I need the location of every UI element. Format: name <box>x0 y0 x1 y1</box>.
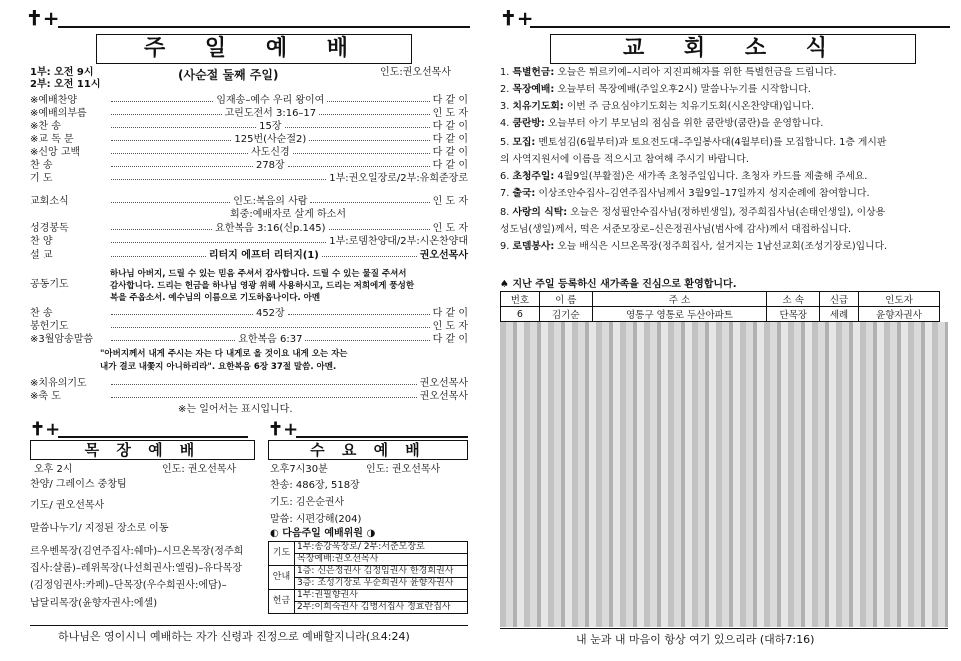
standing-note: ※는 일어서는 표시입니다. <box>178 404 293 415</box>
table-cell: 단목장 <box>767 307 820 322</box>
cross-icon: ✝+ <box>500 6 534 30</box>
order-label: ※3월암송말씀 <box>30 334 94 345</box>
order-row <box>30 388 468 401</box>
news-item <box>500 81 960 98</box>
order-label: 찬 송 <box>30 308 53 319</box>
news-text: 이번 주 금요심야기도회는 치유기도회(시온찬양대)입니다. <box>563 101 815 112</box>
order-person: 인 도 자 <box>432 321 468 332</box>
mokjang-title-box <box>30 440 255 460</box>
table-cell: 1부:권필향권사 <box>295 590 468 602</box>
order-item: 고린도전서 3:16–17 <box>224 108 317 119</box>
order-row <box>30 331 468 344</box>
mokjang-time: 오후 2시 <box>34 464 73 475</box>
order-item: 452장 <box>255 308 285 319</box>
order-person: 다 같 이 <box>432 308 468 319</box>
order-person: 다 같 이 <box>432 334 468 345</box>
prayer-line-1: 하나님 아버지, 드릴 수 있는 믿음 주셔서 감사합니다. 드릴 수 있는 물질 주셔서 <box>110 269 407 279</box>
order-item: 125번(사순절2) <box>234 134 307 145</box>
order-label: 성경봉독 <box>30 223 69 234</box>
news-text: 오늘은 정성필안수집사님(정하빈생일), 정주희집사님(손태인생일), 이상용 <box>567 207 886 218</box>
table-cell: 김기순 <box>539 307 592 322</box>
worship-leader: 인도:권오선목사 <box>380 67 451 78</box>
news-text: 성도님(생일)께서, 떡은 서준모장로–신은정권사님(범사에 감사)께서 대접하십니다. <box>500 224 852 235</box>
news-text: 오늘은 튀르키예–시리아 지진피해자를 위한 특별헌금을 드립니다. <box>554 67 837 78</box>
common-prayer-label: 공동기도 <box>30 279 69 290</box>
order-row <box>30 170 468 183</box>
order-label: 봉헌기도 <box>30 321 69 332</box>
order-item: 278장 <box>255 160 285 171</box>
col-header: 주 소 <box>592 292 767 307</box>
news-number: 4. <box>500 118 510 129</box>
table-cell: 세례 <box>820 307 859 322</box>
order-person: 다 같 이 <box>432 134 468 145</box>
table-cell: 목장예배:권오선목사 <box>295 554 468 566</box>
order-row <box>30 247 468 260</box>
order-label: ※예배찬양 <box>30 95 78 106</box>
order-label: ※신앙 고백 <box>30 147 81 158</box>
news-item <box>500 204 960 221</box>
news-item <box>500 185 960 202</box>
order-person: 다 같 이 <box>432 121 469 132</box>
news-number: 2. <box>500 84 510 95</box>
order-label: ※예배의부름 <box>30 108 87 119</box>
footer-verse: 내 눈과 내 마음이 항상 여기 있으리라 (대하7:16) <box>576 633 815 646</box>
table-head: 기도 <box>269 542 295 566</box>
table-cell: 6 <box>501 307 540 322</box>
mokjang-line: 찬양/ 그레이스 중창팀 <box>30 479 127 490</box>
mokjang-line: 기도/ 권오선목사 <box>30 500 105 511</box>
subtitle: (사순절 둘째 주일) <box>178 68 279 82</box>
news-number: 5. <box>500 137 510 148</box>
order-person: 1부:로뎀찬양대/2부:시온찬양대 <box>329 236 468 247</box>
news-number: 1. <box>500 67 510 78</box>
title-box <box>550 34 916 64</box>
news-heading: 사랑의 식탁: <box>512 207 568 218</box>
order-item: 인도:복음의 사람 <box>233 196 308 207</box>
next-week-heading: ◐ 다음주일 예배위원 ◑ <box>270 528 376 539</box>
table-cell: 1부:송강욱장로/ 2부:서준모장로 <box>295 542 468 554</box>
verse-line-2: 내가 결코 내쫓지 아니하리라". 요한복음 6장 37절 말씀. 아멘. <box>100 362 337 372</box>
cross-icon: ✝+ <box>268 419 299 440</box>
news-item <box>500 64 960 81</box>
news-text: 멘토섬김(6월부터)과 토요전도대–주일봉사대(4월부터)를 모집합니다. 1층 게시판 <box>535 137 887 148</box>
table-row <box>501 307 940 322</box>
wednesday-line: 기도: 김은순권사 <box>270 497 345 508</box>
order-item: 요한복음 6:37 <box>238 334 303 345</box>
news-item <box>500 151 960 168</box>
page-title: 주 일 예 배 <box>144 35 364 61</box>
news-item <box>500 134 960 151</box>
prayer-line-2: 감사합니다. 드리는 헌금을 하나님 영광 위해 사용하시고, 드리는 저희에게 풍성한 <box>110 281 415 291</box>
service-time-2: 2부: 오전 11시 <box>30 79 101 90</box>
order-label: 설 교 <box>30 250 53 261</box>
table-cell: 영통구 영통로 두산아파트 <box>592 307 767 322</box>
news-heading: 로뎀봉사: <box>512 241 555 252</box>
mokjang-line: 르우벤목장(김연주집사:쉐마)–시므온목장(정주희 <box>30 546 244 557</box>
news-item <box>500 115 960 132</box>
mokjang-line: (김정임권사:카페)–단목장(우수희권사:에담)– <box>30 580 227 591</box>
news-heading: 치유기도회: <box>512 101 564 112</box>
news-heading: 쿰란방: <box>512 118 545 129</box>
order-label: 찬 송 <box>30 160 53 171</box>
wednesday-line: 말씀: 시편강해(204) <box>270 514 362 525</box>
order-person: 다 같 이 <box>432 95 468 106</box>
order-row <box>30 206 468 219</box>
order-label: ※교 독 문 <box>30 134 74 145</box>
order-row <box>30 233 468 246</box>
col-header: 신급 <box>820 292 859 307</box>
order-label: ※찬 송 <box>30 121 61 132</box>
newcomer-table <box>500 291 940 322</box>
news-heading: 모집: <box>512 137 536 148</box>
newcomer-heading: ♠ 지난 주일 등록하신 새가족을 진심으로 환영합니다. <box>500 279 737 290</box>
wednesday-time: 오후7시30분 <box>270 464 328 475</box>
news-item <box>500 221 960 238</box>
wednesday-title: 수 요 예 배 <box>310 441 426 459</box>
table-cell: 2부:이희숙권사 김병서집사 정효란집사 <box>295 602 468 614</box>
col-header: 이 름 <box>539 292 592 307</box>
order-item: 15장 <box>259 121 282 132</box>
order-item: 요한복음 3:16(신p.145) <box>215 223 326 234</box>
cross-icon: ✝+ <box>30 419 61 440</box>
news-text: 이상조안수집사–김연주집사님께서 3월9일–17일까지 성지순례에 참여합니다. <box>535 188 870 199</box>
blurred-content <box>500 322 948 627</box>
news-number: 3. <box>500 101 510 112</box>
wednesday-line: 찬송: 486장, 518장 <box>270 480 360 491</box>
order-label: 기 도 <box>30 173 53 184</box>
news-item <box>500 168 960 185</box>
news-number: 7. <box>500 188 510 199</box>
news-heading: 목장예배: <box>512 84 555 95</box>
table-cell: 3층: 조성기장로 우순희권사 윤향자권사 <box>295 578 468 590</box>
order-person: 권오선목사 <box>419 391 468 402</box>
footer-verse: 하나님은 영이시니 예배하는 자가 신령과 진정으로 예배할지니라(요4:24) <box>58 630 410 643</box>
news-text: 오늘부터 목장예배(주일오후2시) 말씀나누기를 시작합니다. <box>554 84 811 95</box>
col-header: 인도자 <box>858 292 939 307</box>
news-text: 오늘 배식은 시므온목장(정주희집사, 설거지는 1남선교회(조성기장로)입니다. <box>554 241 888 252</box>
order-label: ※치유의기도 <box>30 378 87 389</box>
mokjang-leader: 인도: 권오선목사 <box>162 464 237 475</box>
news-number: 8. <box>500 207 510 218</box>
news-item <box>500 98 960 115</box>
table-cell: 1층: 신은정권사 김정임권사 한경희권사 <box>295 566 468 578</box>
col-header: 소 속 <box>767 292 820 307</box>
worship-bulletin-page <box>0 0 480 661</box>
mokjang-line: 납달리목장(윤향자권사:에셀) <box>30 598 158 609</box>
order-person: 인 도 자 <box>432 223 469 234</box>
table-head: 안내 <box>269 566 295 590</box>
cross-icon: ✝+ <box>26 6 60 30</box>
order-item: 임재송–예수 우리 왕이여 <box>216 95 325 106</box>
order-item: 사도신경 <box>251 147 290 158</box>
church-news-page <box>490 0 961 661</box>
service-time-1: 1부: 오전 9시 <box>30 67 94 78</box>
order-item: 회중:예배자로 살게 하소서 <box>230 209 346 220</box>
page-title: 교 회 소 식 <box>623 35 843 61</box>
order-person: 다 같 이 <box>432 160 468 171</box>
order-label: 찬 양 <box>30 236 53 247</box>
wednesday-leader: 인도: 권오선목사 <box>366 464 441 475</box>
wednesday-title-box <box>268 440 468 460</box>
verse-line-1: "아버지께서 내게 주시는 자는 다 내게로 올 것이요 내게 오는 자는 <box>100 349 348 359</box>
order-person: 인 도 자 <box>432 196 469 207</box>
news-heading: 초청주일: <box>512 171 555 182</box>
order-person: 다 같 이 <box>432 147 469 158</box>
mokjang-line: 집사:샬롬)–레위목장(나선희권사:엘림)–유다목장 <box>30 563 242 574</box>
mokjang-title: 목 장 예 배 <box>84 441 201 459</box>
next-week-table <box>268 541 468 614</box>
news-number: 9. <box>500 241 510 252</box>
news-number: 6. <box>500 171 510 182</box>
order-person: 1부:권오일장로/2부:유희준장로 <box>329 173 468 184</box>
mokjang-line: 말씀나누기/ 지정된 장소로 이동 <box>30 523 169 534</box>
title-box <box>96 34 412 64</box>
news-text: 오늘부터 아기 부모님의 점심을 위한 쿰란방(쿰란)을 운영합니다. <box>544 118 824 129</box>
order-person: 권오선목사 <box>419 378 468 389</box>
col-header: 번호 <box>501 292 540 307</box>
order-label: 교회소식 <box>30 196 69 207</box>
news-heading: 출국: <box>512 188 536 199</box>
order-item: 리터지 에프터 리터지(1) <box>208 250 319 261</box>
order-person: 인 도 자 <box>432 108 469 119</box>
table-head: 헌금 <box>269 590 295 614</box>
order-label: ※축 도 <box>30 391 61 402</box>
order-person: 권오선목사 <box>419 250 469 261</box>
prayer-line-3: 복을 주옵소서. 예수님의 이름으로 기도하옵나이다. 아멘 <box>110 293 321 303</box>
news-heading: 특별헌금: <box>512 67 555 78</box>
table-cell: 윤향자권사 <box>858 307 939 322</box>
news-text: 의 사역지원서에 이름을 적으시고 참여해 주시기 바랍니다. <box>500 154 749 165</box>
news-item <box>500 238 960 255</box>
news-text: 4월9일(부활절)은 새가족 초청주일입니다. 초청자 카드를 제출해 주세요. <box>554 171 868 182</box>
